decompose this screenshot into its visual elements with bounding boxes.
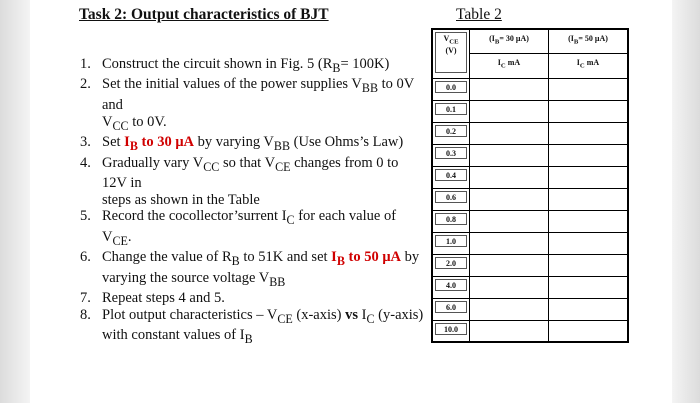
ic-cell-30[interactable] <box>470 78 549 100</box>
header-text: I <box>576 57 580 67</box>
step-text: by varying V <box>194 134 274 151</box>
vce-value: 0.6 <box>435 191 467 203</box>
header-text: (I <box>489 34 495 43</box>
step-number: 2. <box>80 76 91 93</box>
ic-cell-30[interactable] <box>470 320 549 342</box>
subscript: B <box>332 60 341 75</box>
step-text: (x-axis) <box>296 306 346 323</box>
header-text: mA <box>584 57 600 67</box>
step-text: (y-axis) <box>378 306 424 323</box>
table-row <box>432 232 628 254</box>
ic-cell-50[interactable] <box>549 298 629 320</box>
step-text: = 100K) <box>340 56 390 72</box>
steps-list <box>80 56 425 348</box>
step-text: Construct the circuit shown in Fig. 5 (R <box>102 56 333 72</box>
subscript: C <box>286 213 295 228</box>
vce-value: 0.0 <box>435 81 467 93</box>
header-text: I <box>497 57 501 67</box>
ic-cell-50[interactable] <box>549 78 629 100</box>
ib-value: to 50 μA <box>344 249 402 266</box>
right-page-shadow <box>672 0 700 403</box>
step-text: I <box>358 306 367 323</box>
subscript: BB <box>269 274 286 289</box>
table-row <box>432 210 628 232</box>
step-6 <box>80 249 425 269</box>
ic-cell-30[interactable] <box>470 232 549 254</box>
ic-cell-50[interactable] <box>549 144 629 166</box>
step-5 <box>80 208 425 249</box>
subscript: B <box>129 138 138 153</box>
col-ib50-unit <box>549 53 629 78</box>
table-row <box>432 166 628 188</box>
subscript: CC <box>203 159 220 174</box>
ic-cell-30[interactable] <box>470 188 549 210</box>
col-ib30-header <box>470 29 549 53</box>
subscript: C <box>500 62 506 70</box>
ic-cell-30[interactable] <box>470 122 549 144</box>
step-number: 1. <box>80 56 91 72</box>
ic-cell-30[interactable] <box>470 254 549 276</box>
vce-value: 10.0 <box>435 323 467 335</box>
step-number: 7. <box>80 290 91 307</box>
step-text: Set the initial values of the power supplies V <box>102 76 362 93</box>
ic-cell-50[interactable] <box>549 100 629 122</box>
subscript: BB <box>361 81 379 96</box>
subscript: B <box>494 38 500 46</box>
step-4-cont <box>80 192 425 209</box>
vs-label: vs <box>345 306 358 323</box>
header-text: (I <box>568 34 574 43</box>
table-caption: Table 2 <box>456 6 502 23</box>
step-number: 8. <box>80 306 91 323</box>
ic-cell-30[interactable] <box>470 210 549 232</box>
table-row <box>432 298 628 320</box>
ic-cell-30[interactable] <box>470 276 549 298</box>
vce-value: 2.0 <box>435 257 467 269</box>
step-text: Record the cocollector’surrent I <box>102 208 287 225</box>
subscript: B <box>573 38 579 46</box>
col-ib30-unit <box>470 53 549 78</box>
step-text: Repeat steps 4 and 5. <box>102 290 225 307</box>
vce-value: 0.2 <box>435 125 467 137</box>
ic-cell-30[interactable] <box>470 100 549 122</box>
ic-cell-50[interactable] <box>549 188 629 210</box>
step-2-cont <box>80 114 425 134</box>
step-text: by <box>401 249 420 266</box>
ib-label: I <box>124 134 130 151</box>
vce-value: 1.0 <box>435 235 467 247</box>
subscript: B <box>336 254 345 269</box>
step-text: for each value of V <box>102 208 397 245</box>
step-text: so that V <box>222 154 276 171</box>
table-row <box>432 188 628 210</box>
step-text: to 51K and set <box>243 249 332 266</box>
step-text: steps as shown in the Table <box>102 191 260 208</box>
subscript: CE <box>449 38 459 46</box>
step-text: with constant values of I <box>102 327 245 344</box>
ib-label: I <box>331 249 337 266</box>
step-text: to 0V. <box>132 113 167 130</box>
subscript: B <box>231 254 240 269</box>
ic-cell-50[interactable] <box>549 276 629 298</box>
step-text: Gradually vary V <box>102 154 204 171</box>
vce-unit: (V) <box>445 45 457 55</box>
vce-value: 6.0 <box>435 301 467 313</box>
step-text: (Use Ohms’s Law) <box>293 134 404 151</box>
table-row <box>432 276 628 298</box>
ic-cell-50[interactable] <box>549 320 629 342</box>
step-number: 4. <box>80 154 91 171</box>
subscript: CE <box>275 159 291 174</box>
vce-value: 0.1 <box>435 103 467 115</box>
data-table <box>431 28 629 343</box>
vce-value: 0.8 <box>435 213 467 225</box>
table-row <box>432 78 628 100</box>
ic-cell-50[interactable] <box>549 254 629 276</box>
ic-cell-50[interactable] <box>549 166 629 188</box>
vce-value: 0.3 <box>435 147 467 159</box>
header-text: = 30 μA) <box>499 34 529 43</box>
step-text: Set <box>102 134 125 151</box>
ic-cell-30[interactable] <box>470 166 549 188</box>
step-number: 6. <box>80 249 91 266</box>
table-row <box>432 144 628 166</box>
step-number: 5. <box>80 208 91 225</box>
ic-cell-30[interactable] <box>470 144 549 166</box>
table-row <box>432 320 628 342</box>
header-text: = 50 μA) <box>578 34 608 43</box>
left-page-shadow <box>0 0 30 403</box>
table-row <box>432 254 628 276</box>
subscript: C <box>579 62 585 70</box>
step-text: Change the value of R <box>102 249 232 266</box>
subscript: CE <box>277 311 293 326</box>
ib-value: to 30 μA <box>137 134 195 151</box>
subscript: B <box>244 332 253 347</box>
table-row <box>432 100 628 122</box>
subscript: CE <box>112 233 128 248</box>
ic-cell-50[interactable] <box>549 232 629 254</box>
step-number: 3. <box>80 134 91 151</box>
ic-cell-50[interactable] <box>549 210 629 232</box>
subscript: CC <box>112 118 129 133</box>
subscript: BB <box>273 138 291 153</box>
step-text: . <box>127 228 132 245</box>
step-text: changes from 0 to 12V in <box>102 154 399 192</box>
vce-label: V <box>443 34 450 43</box>
step-7 <box>80 290 425 307</box>
step-2 <box>80 76 425 113</box>
vce-value: 0.4 <box>435 169 467 181</box>
table-row <box>432 122 628 144</box>
ic-cell-50[interactable] <box>549 122 629 144</box>
step-8-cont <box>80 327 425 347</box>
step-text: varying the source voltage V <box>102 269 270 286</box>
step-text: V <box>102 113 113 130</box>
step-6-cont <box>80 270 425 290</box>
step-1 <box>80 56 425 76</box>
col-ib50-header <box>549 29 629 53</box>
vce-header <box>432 29 470 78</box>
subscript: C <box>366 311 375 326</box>
header-text: mA <box>505 57 521 67</box>
ic-cell-30[interactable] <box>470 298 549 320</box>
step-4 <box>80 155 425 192</box>
step-text: to 0V and <box>102 76 415 113</box>
vce-value: 4.0 <box>435 279 467 291</box>
step-8 <box>80 307 425 327</box>
step-text: Plot output characteristics – V <box>102 306 278 323</box>
task-title: Task 2: Output characteristics of BJT <box>79 6 329 23</box>
step-3 <box>80 134 425 154</box>
